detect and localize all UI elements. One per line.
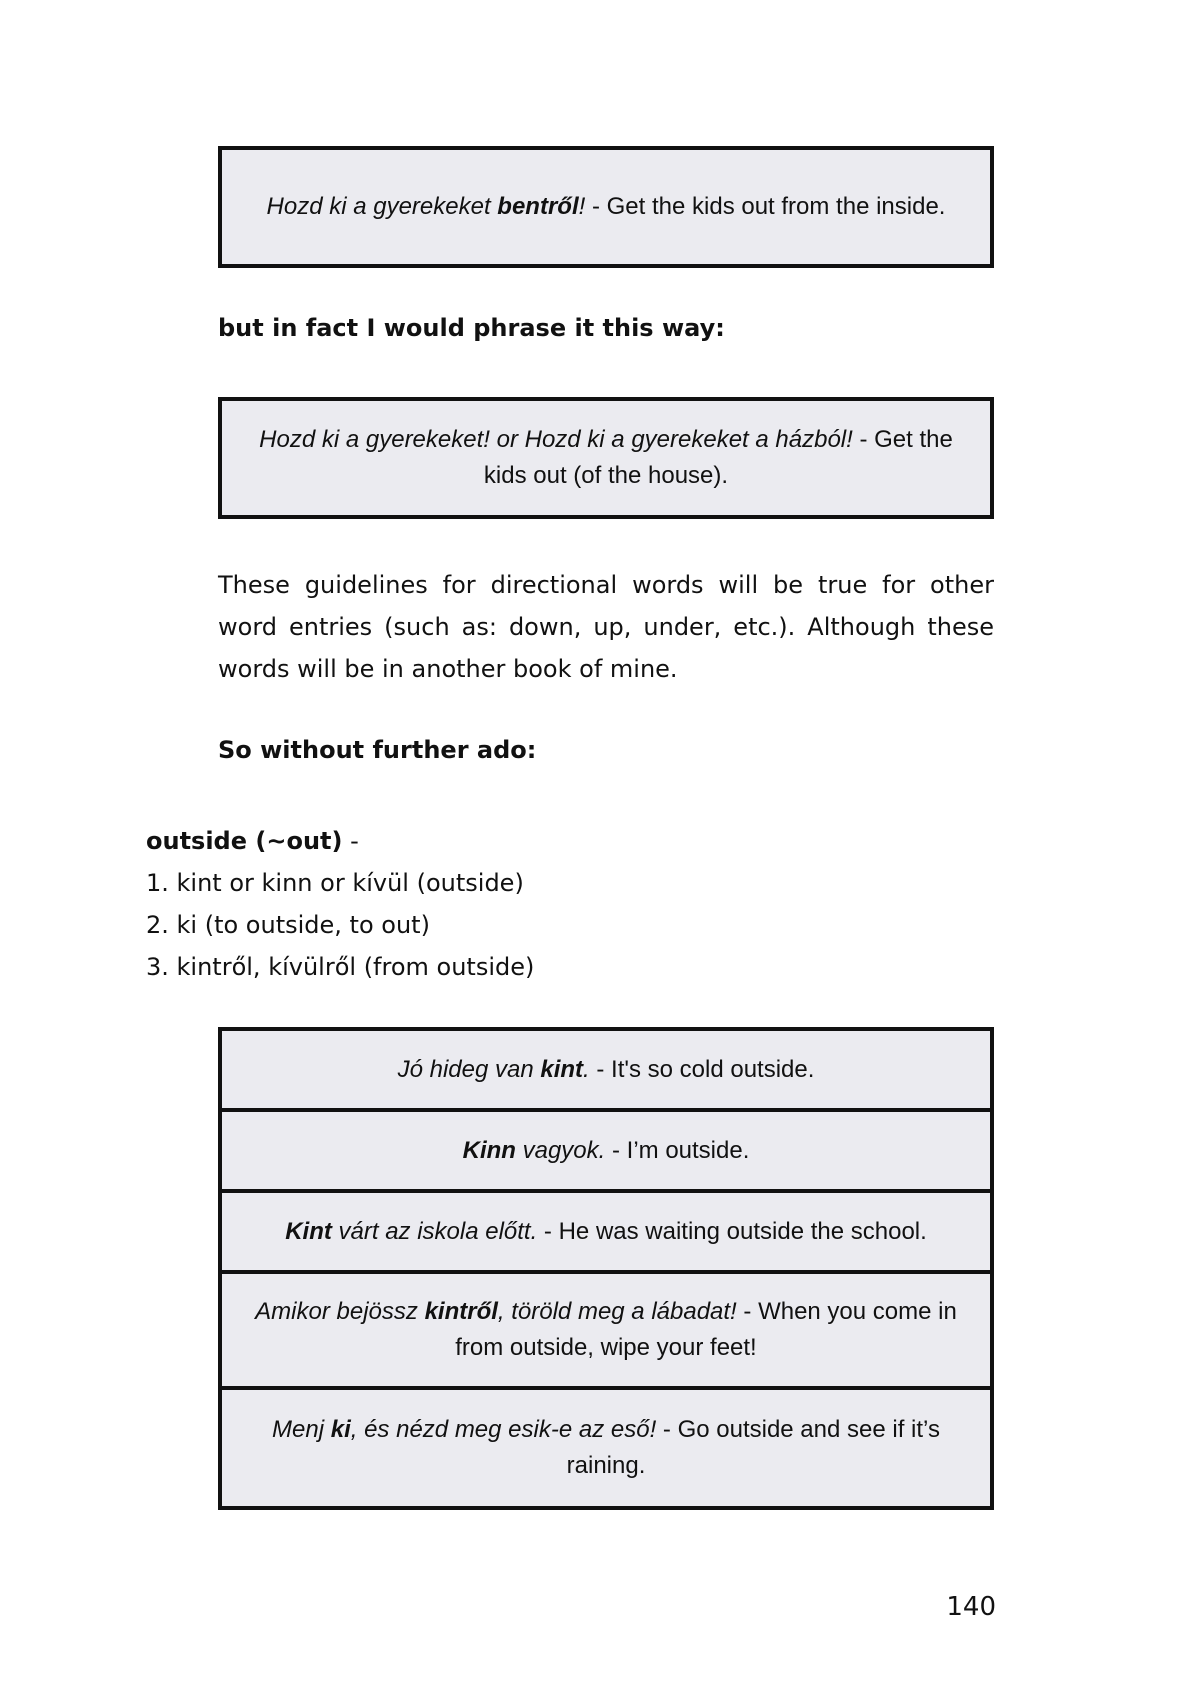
example-row: Jó hideg van kint. - It's so cold outside.	[222, 1031, 990, 1112]
translation: - Get the kids out (of the house).	[483, 426, 953, 489]
keyword: Kint	[285, 1217, 332, 1245]
entry-sense: 2. ki (to outside, to out)	[146, 911, 430, 939]
entry-sense: 3. kintről, kívülről (from outside)	[146, 953, 535, 981]
translation: - When you come in from outside, wipe your feet!	[455, 1298, 957, 1361]
lead-in-text: So without further ado:	[218, 736, 537, 764]
keyword: ki	[330, 1416, 351, 1443]
lead-in-text: but in fact I would phrase it this way:	[218, 314, 725, 342]
entry-sense: 1. kint or kinn or kívül (outside)	[146, 869, 524, 897]
keyword: kintről	[424, 1298, 498, 1325]
example-row: Amikor bejössz kintről, töröld meg a lábadat! - When you come in from outside, wipe your feet!	[222, 1274, 990, 1390]
example-sentence: Hozd ki a gyerekeket bentről! - Get the kids out from the inside.	[266, 193, 946, 220]
examples-table	[218, 1027, 994, 1510]
example-box-bentrol	[218, 146, 994, 268]
translation: - I’m outside.	[605, 1136, 750, 1164]
keyword: bentről	[497, 193, 579, 220]
translation: - Get the kids out from the inside.	[585, 193, 946, 220]
page-number: 140	[946, 1592, 996, 1622]
keyword: Kinn	[462, 1136, 516, 1164]
translation: - Go outside and see if it’s raining.	[566, 1416, 940, 1479]
translation: - It's so cold outside.	[589, 1055, 815, 1083]
example-row: Kinn vagyok. - I’m outside.	[222, 1112, 990, 1193]
translation: - He was waiting outside the school.	[537, 1217, 927, 1245]
entry-headword: outside (~out)	[146, 827, 343, 855]
example-sentence: Hozd ki a gyerekeket! or Hozd ki a gyerekeket a házból! - Get the kids out (of the house).	[259, 426, 953, 489]
entry-headword-line: outside (~out) -	[146, 827, 359, 855]
body-paragraph: These guidelines for directional words will be true for other word entries (such as: down, up, under, etc.). Although these words will be in another book of mine.	[218, 571, 994, 683]
example-box-hazbol	[218, 397, 994, 519]
dictionary-entry	[146, 820, 534, 988]
example-row: Menj ki, és nézd meg esik-e az eső! - Go outside and see if it’s raining.	[272, 1416, 940, 1479]
example-row: Kint várt az iskola előtt. - He was waiting outside the school.	[222, 1193, 990, 1274]
keyword: kint	[540, 1055, 584, 1083]
